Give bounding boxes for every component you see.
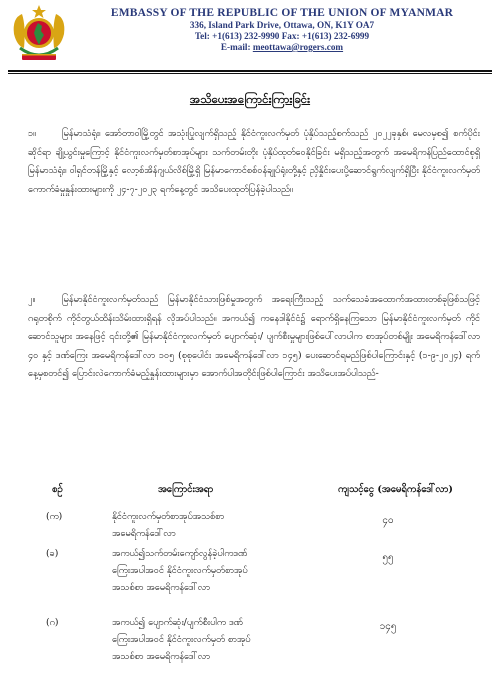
embassy-phone-fax: Tel: +1(613) 232-9990 Fax: +1(613) 232-6999 <box>194 31 370 41</box>
paragraph-2-number: ၂။ <box>28 294 36 305</box>
embassy-email-line <box>72 42 492 52</box>
paragraph-1-text: မြန်မာသံရုံး၊ အော်တာဝါမြို့တွင် အသုံးပြုလျက်ရှိသည့် နိုင်ငံကူးလက်မှတ် ပုံနှိပ်သည့်စက်သည် ၂၀၂၂ခုနှစ်၊ မေလမှစ၍ စက်ပိုင်းဆိုင်ရာ ချို့ယွင်းမှုကြောင့် နိုင်ငံကူးလက်မှတ်စာအုပ်များ သက်တမ်းတိုး ပုံနှိပ်ထုတ်ဝေနိုင်ခြင်း မရှိသည့်အတွက် အမေရိကန်ပြည်ထောင်စုရှိ မြန်မာသံရုံး၊ ဝါရှင်တန်မြို့နှင့် လော့စ်အိန်ဂျယ်လိစ်မြို့ရှိ မြန်မာကောင်စစ်ဝန်ချုပ်ရုံးတို့နှင့် ညှိနှိုင်းပေးပို့ဆောင်ရွက်လျက်ရှိပြီး နိုင်ငံကူးလက်မှတ်ကောက်ခံမှုနှုန်းထားများကို ၂၄-၇-၂၀၂၃ ရက်နေ့တွင် အသိပေးထုတ်ပြန်ခဲ့ပါသည်။ <box>28 128 480 195</box>
row-item-line: အကယ်၍ ပျောက်ဆုံး/ပျက်စီးပါက ဒဏ် <box>112 617 243 628</box>
table-header-item: အကြောင်းအရာ <box>158 484 214 495</box>
paragraph-1-number: ၁။ <box>28 128 36 139</box>
row-number: (ဂ) <box>46 617 59 628</box>
document-title: အသိပေးအကြောင်းကြားခြင်း <box>189 92 311 106</box>
email-link[interactable]: meottawa@rogers.com <box>252 42 344 52</box>
row-item-line: အမေရိကန်ဒေါ်လာ <box>112 528 176 539</box>
row-fee: ၅၅ <box>382 552 394 563</box>
embassy-address: 336, Island Park Drive, Ottawa, ON, K1Y OA7 <box>189 20 375 30</box>
row-item <box>112 545 322 596</box>
state-emblem-icon <box>8 4 70 64</box>
row-item-line: နိုင်ငံကူးလက်မှတ်စာအုပ်အသစ်စာ <box>112 511 225 522</box>
row-item-line: ကြေးအပါအဝင် နိုင်ငံကူးလက်မှတ် စာအုပ် <box>112 634 251 645</box>
row-fee: ၁၄၅ <box>379 621 397 632</box>
embassy-name: EMBASSY OF THE REPUBLIC OF THE UNION OF MYANMAR <box>110 7 454 19</box>
letterhead-divider <box>8 70 492 72</box>
table-header-number: စဉ် <box>52 484 63 495</box>
row-fee: ၄၀ <box>382 515 394 526</box>
row-item-line: ကြေးအပါအဝင် နိုင်ငံကူးလက်မှတ်စာအုပ် <box>112 565 248 576</box>
paragraph-1 <box>28 125 480 199</box>
email-label: E-mail: <box>220 42 251 52</box>
row-item-line: အကယ်၍သက်တမ်းကျော်လွန်ခဲ့ပါကဒဏ် <box>112 548 248 559</box>
letterhead-divider-thin <box>8 73 492 74</box>
row-item-line: အသစ်စာ အမေရိကန်ဒေါ်လာ <box>112 582 210 593</box>
row-number: (ခ) <box>46 548 59 559</box>
row-number: (က) <box>46 511 63 522</box>
paragraph-2 <box>28 291 480 384</box>
table-header-fee: ကျသင့်ငွေ (အမေရိကန်ဒေါ်လာ) <box>338 484 453 495</box>
row-item <box>112 614 322 665</box>
letterhead <box>72 7 492 52</box>
row-item <box>112 508 322 542</box>
paragraph-2-text: မြန်မာနိုင်ငံကူးလက်မှတ်သည် မြန်မာနိုင်ငံသားဖြစ်မှုအတွက် အရေးကြီးသည့် သက်သေခံအထောက်အထားတစ်ခုဖြစ်သဖြင့် ဂရုတစိုက် ကိုင်တွယ်ထိန်းသိမ်းထားရှိရန် လိုအပ်ပါသည်။ အကယ်၍ ကနေဒါနိုင်ငံ၌ ရောက်ရှိနေကြသော မြန်မာနိုင်ငံကူးလက်မှတ် ကိုင်ဆောင်သူများ အနေဖြင့် ၎င်းတို့၏ မြန်မာနိုင်ငံကူးလက်မှတ် ပျောက်ဆုံး/ ပျက်စီးမှုများဖြစ်ပေါ်လာပါက စာအုပ်တစ်မျိုး အမေရိကန်ဒေါ်လာ ၄၀ နှင့် ဒဏ်ကြေး အမေရိကန်ဒေါ်လာ ၁၀၅ (စုစုပေါင်း အမေရိကန်ဒေါ်လာ ၁၄၅) ပေးဆောင်ရမည်ဖြစ်ပါကြောင်းနှင့် (၁-၉-၂၀၂၄) ရက်နေ့မှစတင်၍ ပြောင်းလဲကောက်ခံမည့်နှုန်းထားများမှာ အောက်ပါအတိုင်းဖြစ်ပါကြောင်း အသိပေးအပ်ပါသည်- <box>28 294 480 380</box>
row-item-line: အသစ်စာ အမေရိကန်ဒေါ်လာ <box>112 651 210 662</box>
